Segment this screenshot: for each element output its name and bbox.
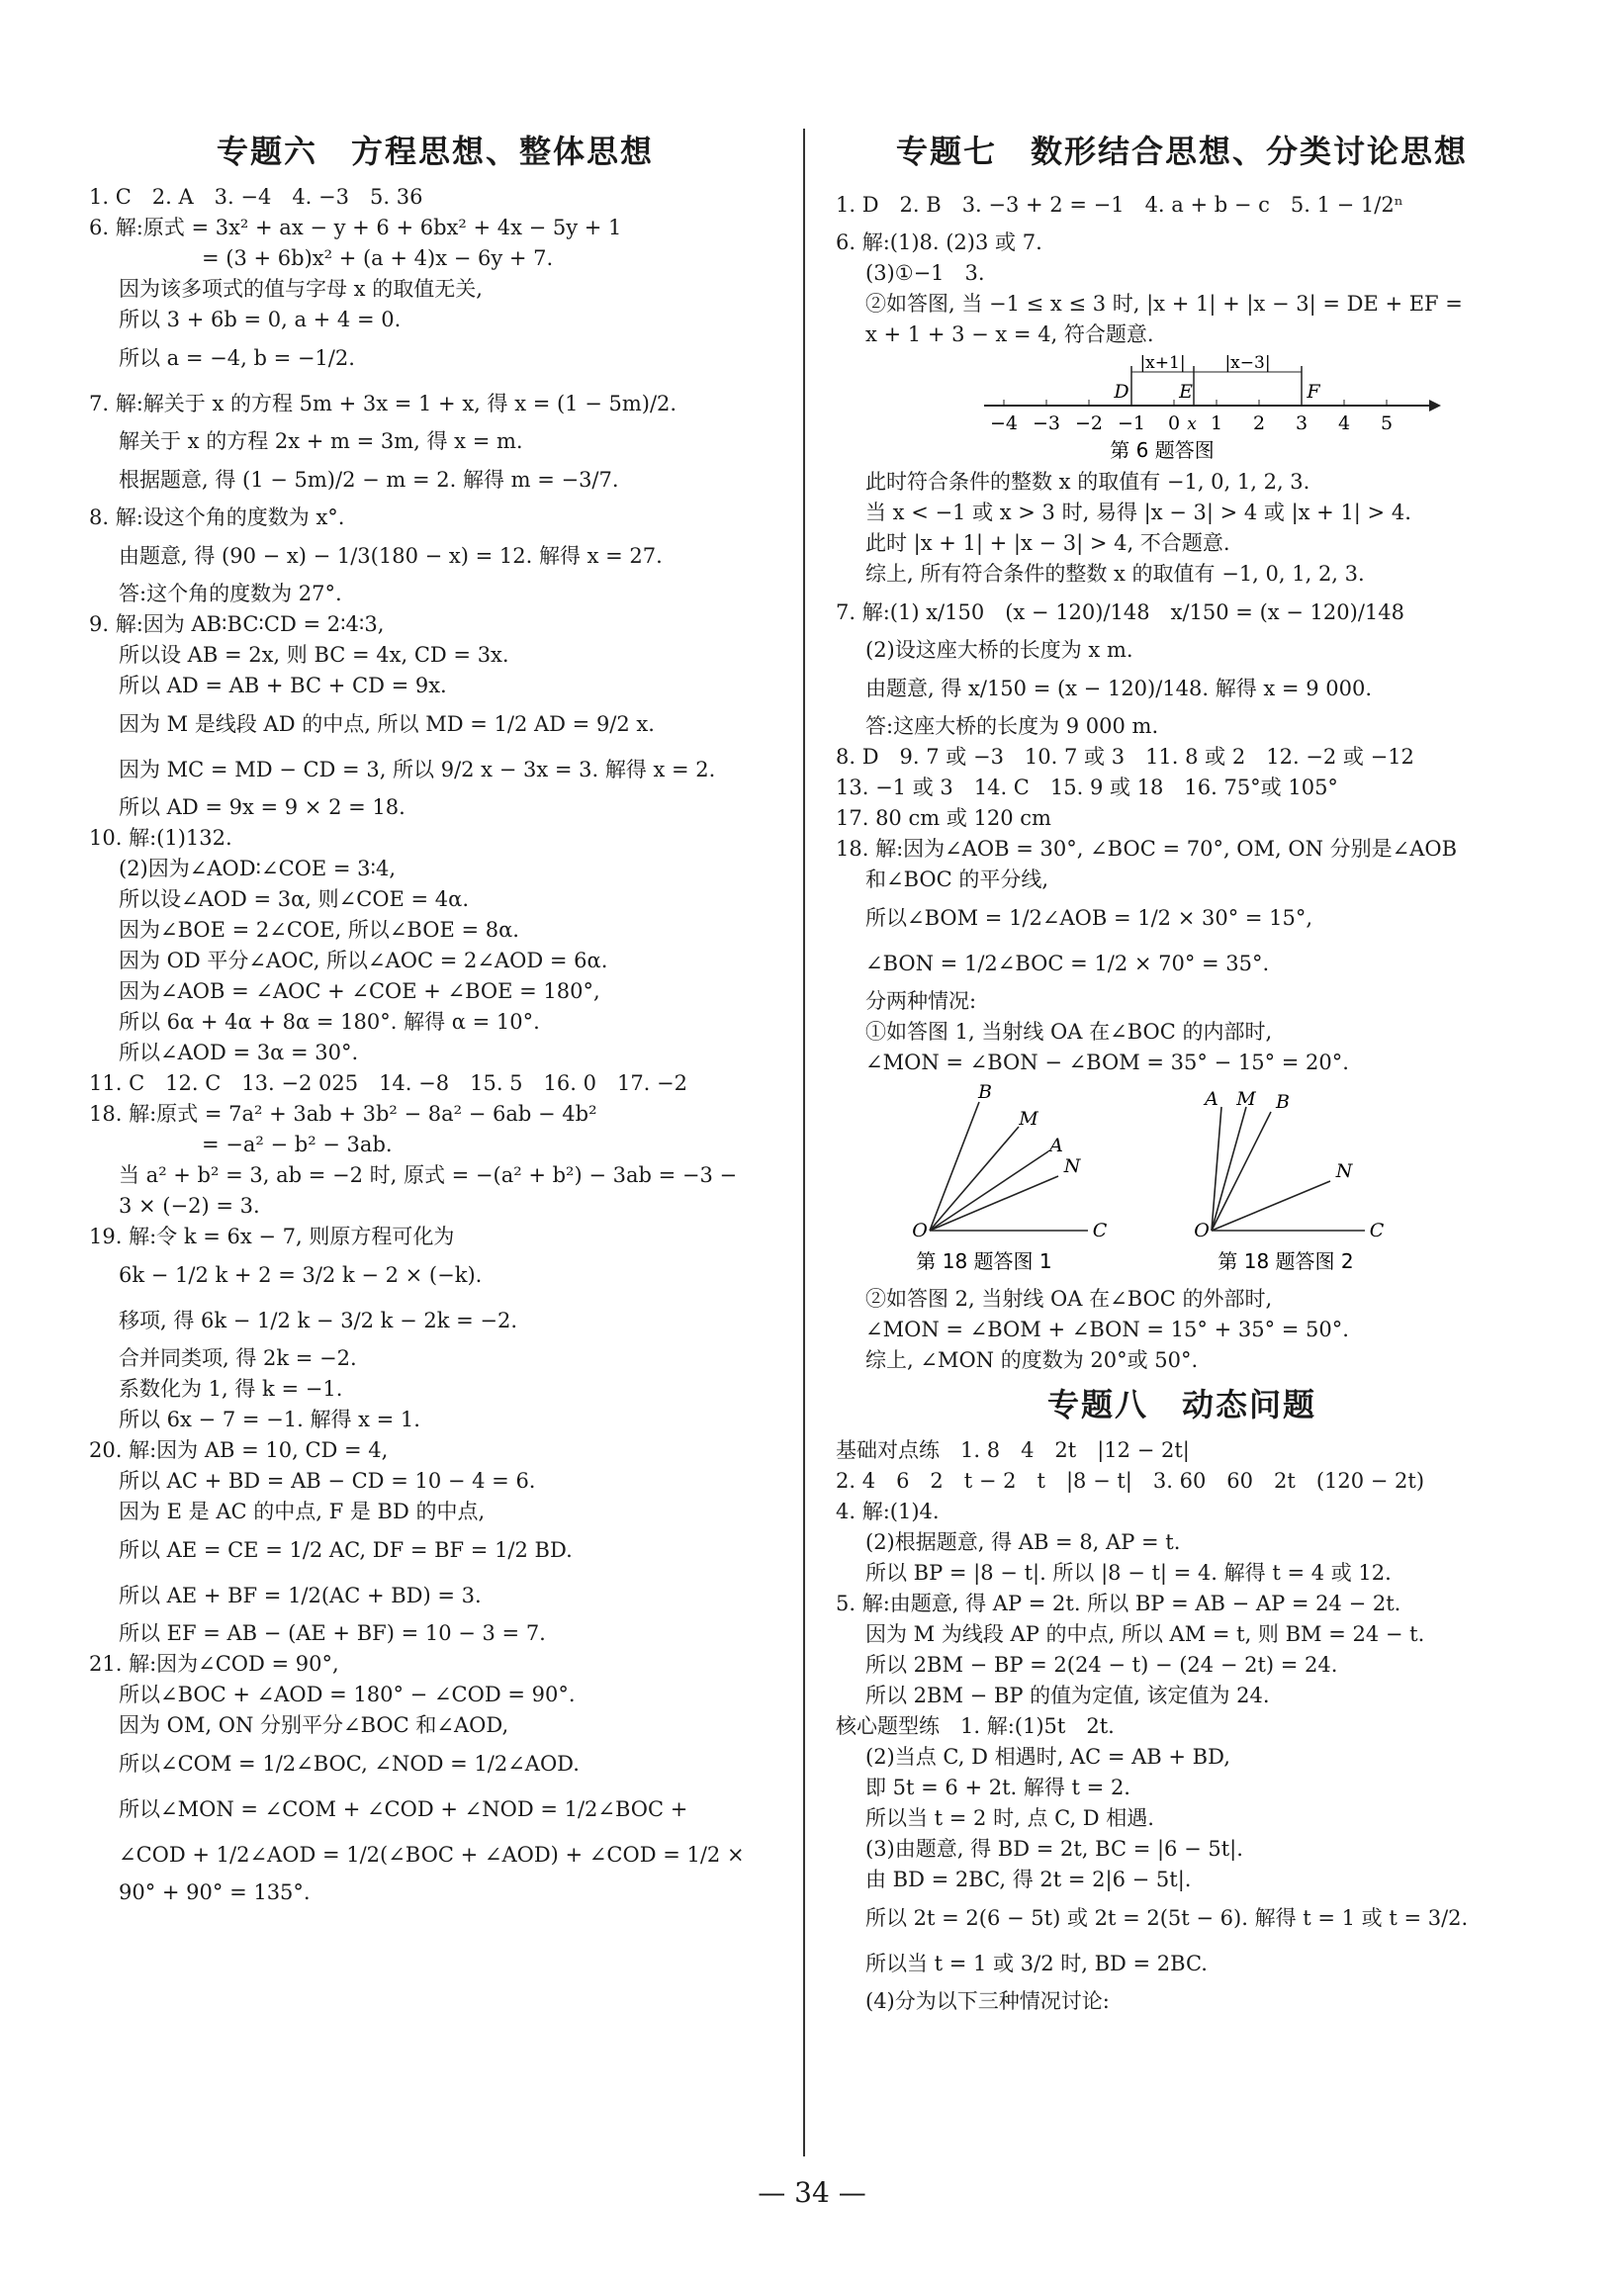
tick-label: 5: [1380, 412, 1394, 434]
tick-label: 4: [1337, 412, 1351, 434]
answer-line: 所以∠COM = 1/2∠BOC, ∠NOD = 1/2∠AOD.: [119, 1752, 580, 1776]
answer-line: 分两种情况:: [865, 989, 977, 1013]
axis-arrow: [1429, 400, 1441, 412]
answer-line: 综上, 所有符合条件的整数 x 的取值有 −1, 0, 1, 2, 3.: [865, 562, 1365, 586]
answer-line: 9. 解:因为 AB∶BC∶CD = 2∶4∶3,: [89, 612, 385, 636]
ray-label: A: [1205, 1088, 1218, 1110]
answer-line: 8. 解:设这个角的度数为 x°.: [89, 505, 345, 529]
vertex-o: O: [912, 1220, 928, 1241]
answer-line: 13. −1 或 3 14. C 15. 9 或 18 16. 75°或 105°: [836, 776, 1338, 799]
answer-line: 因为 MC = MD − CD = 3, 所以 9/2 x − 3x = 3. 解得 x = 2.: [119, 758, 716, 781]
tick-label: 0: [1167, 412, 1181, 434]
answer-line: 由题意, 得 x/150 = (x − 120)/148. 解得 x = 9 000.: [865, 677, 1372, 700]
answer-line: 所以 6x − 7 = −1. 解得 x = 1.: [119, 1408, 420, 1431]
answer-line: = −a² − b² − 3ab.: [119, 1133, 393, 1156]
answer-line: 此时 |x + 1| + |x − 3| > 4, 不合题意.: [865, 531, 1230, 555]
left-answers: [89, 182, 781, 1908]
angle-figures: [836, 1082, 1528, 1280]
ray: [930, 1176, 1058, 1231]
number-line-figure: [836, 354, 1528, 463]
answer-line: 所以设 AB = 2x, 则 BC = 4x, CD = 3x.: [119, 643, 509, 667]
answer-line: 所以 AE + BF = 1/2(AC + BD) = 3.: [119, 1584, 482, 1607]
answer-line: 根据题意, 得 (1 − 5m)/2 − m = 2. 解得 m = −3/7.: [119, 468, 619, 492]
answer-line: 11. C 12. C 13. −2 025 14. −8 15. 5 16. 0 17. −2: [89, 1071, 687, 1095]
answer-line: 1. D 2. B 3. −3 + 2 = −1 4. a + b − c 5. 1 − 1/2ⁿ: [836, 193, 1403, 217]
answer-line: 因为 OM, ON 分别平分∠BOC 和∠AOD,: [119, 1713, 509, 1737]
point-x: x: [1187, 414, 1197, 434]
ray-label: M: [1019, 1108, 1038, 1130]
answer-line: (2)设这座大桥的长度为 x m.: [865, 638, 1133, 662]
ray: [930, 1102, 979, 1231]
ray-label: B: [978, 1082, 992, 1103]
point-c: C: [1369, 1220, 1385, 1241]
answer-line: ∠COD + 1/2∠AOD = 1/2(∠BOC + ∠AOD) + ∠COD = 1/2 ×: [119, 1843, 745, 1867]
answer-line: 6. 解:原式 = 3x² + ax − y + 6 + 6bx² + 4x − 5y + 1: [89, 216, 622, 239]
answer-line: 所以 AD = AB + BC + CD = 9x.: [119, 674, 447, 697]
answer-line: 所以当 t = 2 时, 点 C, D 相遇.: [865, 1806, 1154, 1830]
answer-line: 8. D 9. 7 或 −3 10. 7 或 3 11. 8 或 2 12. −2 或 −12: [836, 745, 1414, 769]
answer-line: 因为 M 为线段 AP 的中点, 所以 AM = t, 则 BM = 24 − t.: [865, 1622, 1425, 1646]
answer-line: 核心题型练 1. 解:(1)5t 2t.: [836, 1714, 1115, 1738]
answer-line: 所以 AD = 9x = 9 × 2 = 18.: [119, 795, 406, 819]
answer-line: 所以 2BM − BP 的值为定值, 该定值为 24.: [865, 1684, 1270, 1707]
point-e: E: [1179, 381, 1193, 403]
answer-line: 5. 解:由题意, 得 AP = 2t. 所以 BP = AB − AP = 24 − 2t.: [836, 1592, 1401, 1615]
answer-line: 7. 解:解关于 x 的方程 5m + 3x = 1 + x, 得 x = (1 − 5m)/2.: [89, 392, 677, 415]
answer-line: 和∠BOC 的平分线,: [865, 868, 1049, 891]
answer-line: ∠MON = ∠BOM + ∠BON = 15° + 35° = 50°.: [865, 1318, 1349, 1341]
answer-line: 所以 AE = CE = 1/2 AC, DF = BF = 1/2 BD.: [119, 1538, 573, 1562]
answer-line: 当 a² + b² = 3, ab = −2 时, 原式 = −(a² + b²) − 3ab = −3 −: [119, 1163, 738, 1187]
answer-line: 7. 解:(1) x/150 (x − 120)/148 x/150 = (x − 120)/148: [836, 600, 1404, 624]
tick-label: −4: [989, 412, 1019, 434]
answer-line: 解关于 x 的方程 2x + m = 3m, 得 x = m.: [119, 429, 523, 453]
right-column: [836, 119, 1528, 2017]
tick-label: −2: [1074, 412, 1104, 434]
answer-line: 2. 4 6 2 t − 2 t |8 − t| 3. 60 60 2t (120 − 2t): [836, 1469, 1425, 1493]
tick-label: −3: [1032, 412, 1061, 434]
tick-label: 1: [1210, 412, 1223, 434]
ray-label: N: [1063, 1155, 1081, 1177]
answer-line: 20. 解:因为 AB = 10, CD = 4,: [89, 1438, 389, 1462]
ray-label: M: [1236, 1088, 1256, 1110]
answer-line: 4. 解:(1)4.: [836, 1500, 940, 1523]
answer-line: 此时符合条件的整数 x 的取值有 −1, 0, 1, 2, 3.: [865, 470, 1310, 494]
answer-line: 所以设∠AOD = 3α, 则∠COE = 4α.: [119, 887, 470, 911]
number-line-caption: 第 6 题答图: [1110, 438, 1215, 462]
answer-line: 因为∠BOE = 2∠COE, 所以∠BOE = 8α.: [119, 918, 519, 942]
answer-line: 所以 2BM − BP = 2(24 − t) − (24 − 2t) = 24.: [865, 1653, 1338, 1677]
tick-label: 3: [1295, 412, 1308, 434]
answer-line: 所以∠BOC + ∠AOD = 180° − ∠COD = 90°.: [119, 1683, 576, 1706]
left-column: [89, 119, 781, 1908]
ray: [1212, 1112, 1271, 1231]
answer-line: 由题意, 得 (90 − x) − 1/3(180 − x) = 12. 解得 x = 27.: [119, 544, 663, 568]
ray: [1212, 1181, 1330, 1231]
right-answers-d: [836, 1435, 1528, 2017]
answer-line: 所以 a = −4, b = −1/2.: [119, 346, 355, 370]
ray-label: A: [1049, 1135, 1063, 1156]
answer-line: 90° + 90° = 135°.: [119, 1880, 311, 1904]
answer-line: (3)由题意, 得 BD = 2t, BC = |6 − 5t|.: [865, 1837, 1243, 1861]
answer-line: ①如答图 1, 当射线 OA 在∠BOC 的内部时,: [865, 1020, 1273, 1044]
point-d: D: [1114, 381, 1129, 403]
answer-line: 所以∠MON = ∠COM + ∠COD + ∠NOD = 1/2∠BOC +: [119, 1797, 688, 1821]
answer-line: 所以 2t = 2(6 − 5t) 或 2t = 2(5t − 6). 解得 t = 1 或 t = 3/2.: [865, 1906, 1469, 1930]
answer-line: 所以∠BOM = 1/2∠AOB = 1/2 × 30° = 15°,: [865, 906, 1313, 930]
page-number: — 34 —: [758, 2176, 866, 2209]
ray: [930, 1151, 1048, 1231]
answer-line: 因为∠AOB = ∠AOC + ∠COE + ∠BOE = 180°,: [119, 979, 600, 1003]
angle-diagrams: [836, 1082, 1528, 1280]
figure-caption: 第 18 题答图 2: [1218, 1249, 1354, 1273]
answer-line: (3)①−1 3.: [865, 261, 985, 285]
answer-line: 因为 M 是线段 AD 的中点, 所以 MD = 1/2 AD = 9/2 x.: [119, 712, 655, 736]
answer-line: 由 BD = 2BC, 得 2t = 2|6 − 5t|.: [865, 1868, 1192, 1891]
answer-line: 3 × (−2) = 3.: [119, 1194, 260, 1218]
answer-line: ②如答图 2, 当射线 OA 在∠BOC 的外部时,: [865, 1287, 1273, 1311]
answer-line: 因为 E 是 AC 的中点, F 是 BD 的中点,: [119, 1500, 486, 1523]
answer-line: 合并同类项, 得 2k = −2.: [119, 1346, 357, 1370]
number-line: [836, 354, 1528, 463]
figure-caption: 第 18 题答图 1: [916, 1249, 1052, 1273]
section-title-8: 专题八 动态问题: [1046, 1386, 1316, 1423]
answer-line: 所以 EF = AB − (AE + BF) = 10 − 3 = 7.: [119, 1621, 546, 1645]
answer-line: 当 x < −1 或 x > 3 时, 易得 |x − 3| > 4 或 |x + 1| > 4.: [865, 501, 1411, 524]
section-title-6: 专题六 方程思想、整体思想: [216, 133, 654, 170]
answer-line: (2)根据题意, 得 AB = 8, AP = t.: [865, 1530, 1181, 1554]
answer-line: 综上, ∠MON 的度数为 20°或 50°.: [865, 1348, 1199, 1372]
answer-line: (2)当点 C, D 相遇时, AC = AB + BD,: [865, 1745, 1230, 1769]
answer-line: 答:这个角的度数为 27°.: [119, 582, 342, 605]
answer-line: 所以当 t = 1 或 3/2 时, BD = 2BC.: [865, 1952, 1208, 1975]
answer-line: 所以 BP = |8 − t|. 所以 |8 − t| = 4. 解得 t = 4 或 12.: [865, 1561, 1392, 1585]
answer-line: 移项, 得 6k − 1/2 k − 3/2 k − 2k = −2.: [119, 1309, 518, 1332]
answer-line: 因为 OD 平分∠AOC, 所以∠AOC = 2∠AOD = 6α.: [119, 949, 608, 972]
answer-line: 即 5t = 6 + 2t. 解得 t = 2.: [865, 1776, 1130, 1799]
label-abs-x-minus-3: |x−3|: [1224, 354, 1271, 373]
ray-label: N: [1335, 1160, 1353, 1182]
right-answers-c: [836, 1284, 1528, 1376]
answer-line: 10. 解:(1)132.: [89, 826, 232, 850]
answer-line: 所以 3 + 6b = 0, a + 4 = 0.: [119, 308, 402, 331]
answer-line: ∠BON = 1/2∠BOC = 1/2 × 70° = 35°.: [865, 952, 1270, 975]
answer-line: 6k − 1/2 k + 2 = 3/2 k − 2 × (−k).: [119, 1263, 483, 1287]
answer-line: 19. 解:令 k = 6x − 7, 则原方程可化为: [89, 1225, 455, 1248]
label-abs-x-plus-1: |x+1|: [1139, 354, 1186, 373]
answer-line: 6. 解:(1)8. (2)3 或 7.: [836, 230, 1042, 254]
point-f: F: [1307, 381, 1320, 403]
answer-line: 所以∠AOD = 3α = 30°.: [119, 1041, 359, 1064]
answer-line: 系数化为 1, 得 k = −1.: [119, 1377, 343, 1401]
answer-line: 所以 6α + 4α + 8α = 180°. 解得 α = 10°.: [119, 1010, 540, 1034]
answer-line: 18. 解:因为∠AOB = 30°, ∠BOC = 70°, OM, ON 分别是∠AOB: [836, 837, 1458, 861]
answer-line: 基础对点练 1. 8 4 2t |12 − 2t|: [836, 1438, 1190, 1462]
answer-line: = (3 + 6b)x² + (a + 4)x − 6y + 7.: [119, 246, 554, 270]
ray-label: B: [1276, 1091, 1290, 1113]
answer-line: ②如答图, 当 −1 ≤ x ≤ 3 时, |x + 1| + |x − 3| = DE + EF =: [865, 292, 1463, 316]
column-divider: [803, 129, 805, 2156]
answer-line: (4)分为以下三种情况讨论:: [865, 1989, 1110, 2013]
answer-line: 1. C 2. A 3. −4 4. −3 5. 36: [89, 185, 423, 209]
answer-line: 因为该多项式的值与字母 x 的取值无关,: [119, 277, 483, 301]
answer-line: 所以 AC + BD = AB − CD = 10 − 4 = 6.: [119, 1469, 536, 1493]
answer-line: (2)因为∠AOD∶∠COE = 3∶4,: [119, 857, 397, 880]
point-c: C: [1092, 1220, 1108, 1241]
tick-label: 2: [1252, 412, 1266, 434]
answer-line: 17. 80 cm 或 120 cm: [836, 806, 1051, 830]
vertex-o: O: [1194, 1220, 1210, 1241]
ray: [930, 1127, 1019, 1231]
answer-line: 18. 解:原式 = 7a² + 3ab + 3b² − 8a² − 6ab − 4b²: [89, 1102, 597, 1126]
answer-line: 答:这座大桥的长度为 9 000 m.: [865, 714, 1159, 738]
answer-line: 21. 解:因为∠COD = 90°,: [89, 1652, 339, 1676]
section-title-7: 专题七 数形结合思想、分类讨论思想: [895, 133, 1468, 170]
right-answers-a: [836, 182, 1528, 350]
tick-label: −1: [1117, 412, 1146, 434]
answer-line: x + 1 + 3 − x = 4, 符合题意.: [865, 322, 1154, 346]
right-answers-b: [836, 467, 1528, 1078]
answer-line: ∠MON = ∠BON − ∠BOM = 35° − 15° = 20°.: [865, 1051, 1349, 1074]
